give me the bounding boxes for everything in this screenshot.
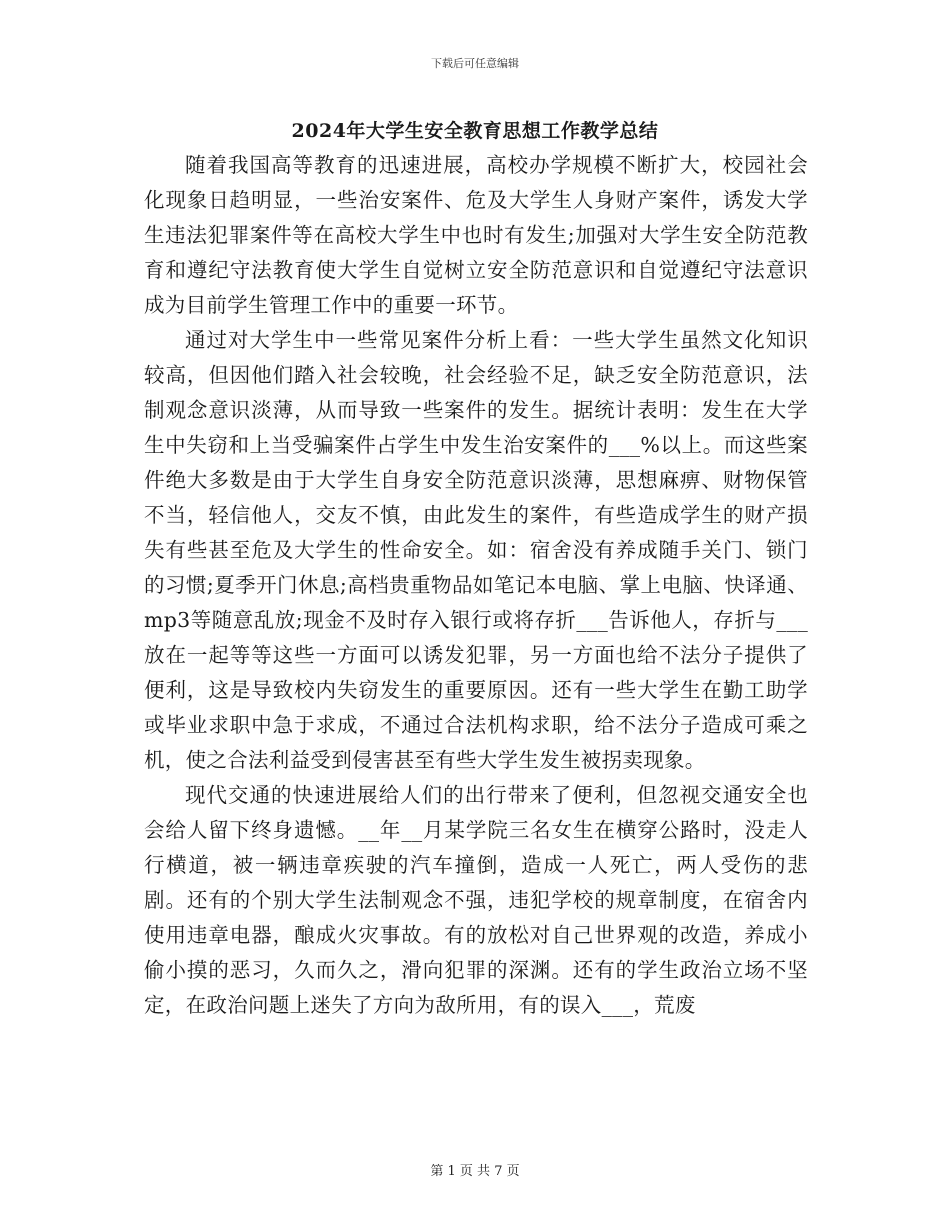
document-title: 2024年大学生安全教育思想工作教学总结 xyxy=(291,120,659,142)
document-body xyxy=(144,148,808,1023)
page-number: 第 1 页 共 7 页 xyxy=(430,1164,520,1179)
header-note: 下载后可任意编辑 xyxy=(431,57,519,70)
paragraph-traffic-safety: 现代交通的快速进展给人们的出行带来了便利，但忽视交通安全也会给人留下终身遗憾。__年__月某学院三名女生在横穿公路时，没走人行横道，被一辆违章疾驶的汽车撞倒，造成一人死亡，两人受伤的悲剧。还有的个别大学生法制观念不强，违犯学校的规章制度，在宿舍内使用违章电器，酿成火灾事故。有的放松对自己世界观的改造，养成小偷小摸的恶习，久而久之，滑向犯罪的深渊。还有的学生政治立场不坚定，在政治问题上迷失了方向为敌所用，有的误入___，荒废 xyxy=(144,783,808,1017)
paragraph-intro: 随着我国高等教育的迅速进展，高校办学规模不断扩大，校园社会化现象日趋明显，一些治安案件、危及大学生人身财产案件，诱发大学生违法犯罪案件等在高校大学生中也时有发生;加强对大学生安全防范教育和遵纪守法教育使大学生自觉树立安全防范意识和自觉遵纪守法意识成为目前学生管理工作中的重要一环节。 xyxy=(144,153,808,317)
paragraph-case-analysis: 通过对大学生中一些常见案件分析上看：一些大学生虽然文化知识较高，但因他们踏入社会较晚，社会经验不足，缺乏安全防范意识，法制观念意识淡薄，从而导致一些案件的发生。据统计表明：发生在大学生中失窃和上当受骗案件占学生中发生治安案件的___%以上。而这些案件绝大多数是由于大学生自身安全防范意识淡薄，思想麻痹、财物保管不当，轻信他人，交友不慎，由此发生的案件，有些造成学生的财产损失有些甚至危及大学生的性命安全。如：宿舍没有养成随手关门、锁门的习惯;夏季开门休息;高档贵重物品如笔记本电脑、掌上电脑、快译通、mp3等随意乱放;现金不及时存入银行或将存折___告诉他人，存折与___放在一起等等这些一方面可以诱发犯罪，另一方面也给不法分子提供了便利，这是导致校内失窃发生的重要原因。还有一些大学生在勤工助学或毕业求职中急于求成，不通过合法机构求职，给不法分子造成可乘之机，使之合法利益受到侵害甚至有些大学生发生被拐卖现象。 xyxy=(144,328,808,772)
